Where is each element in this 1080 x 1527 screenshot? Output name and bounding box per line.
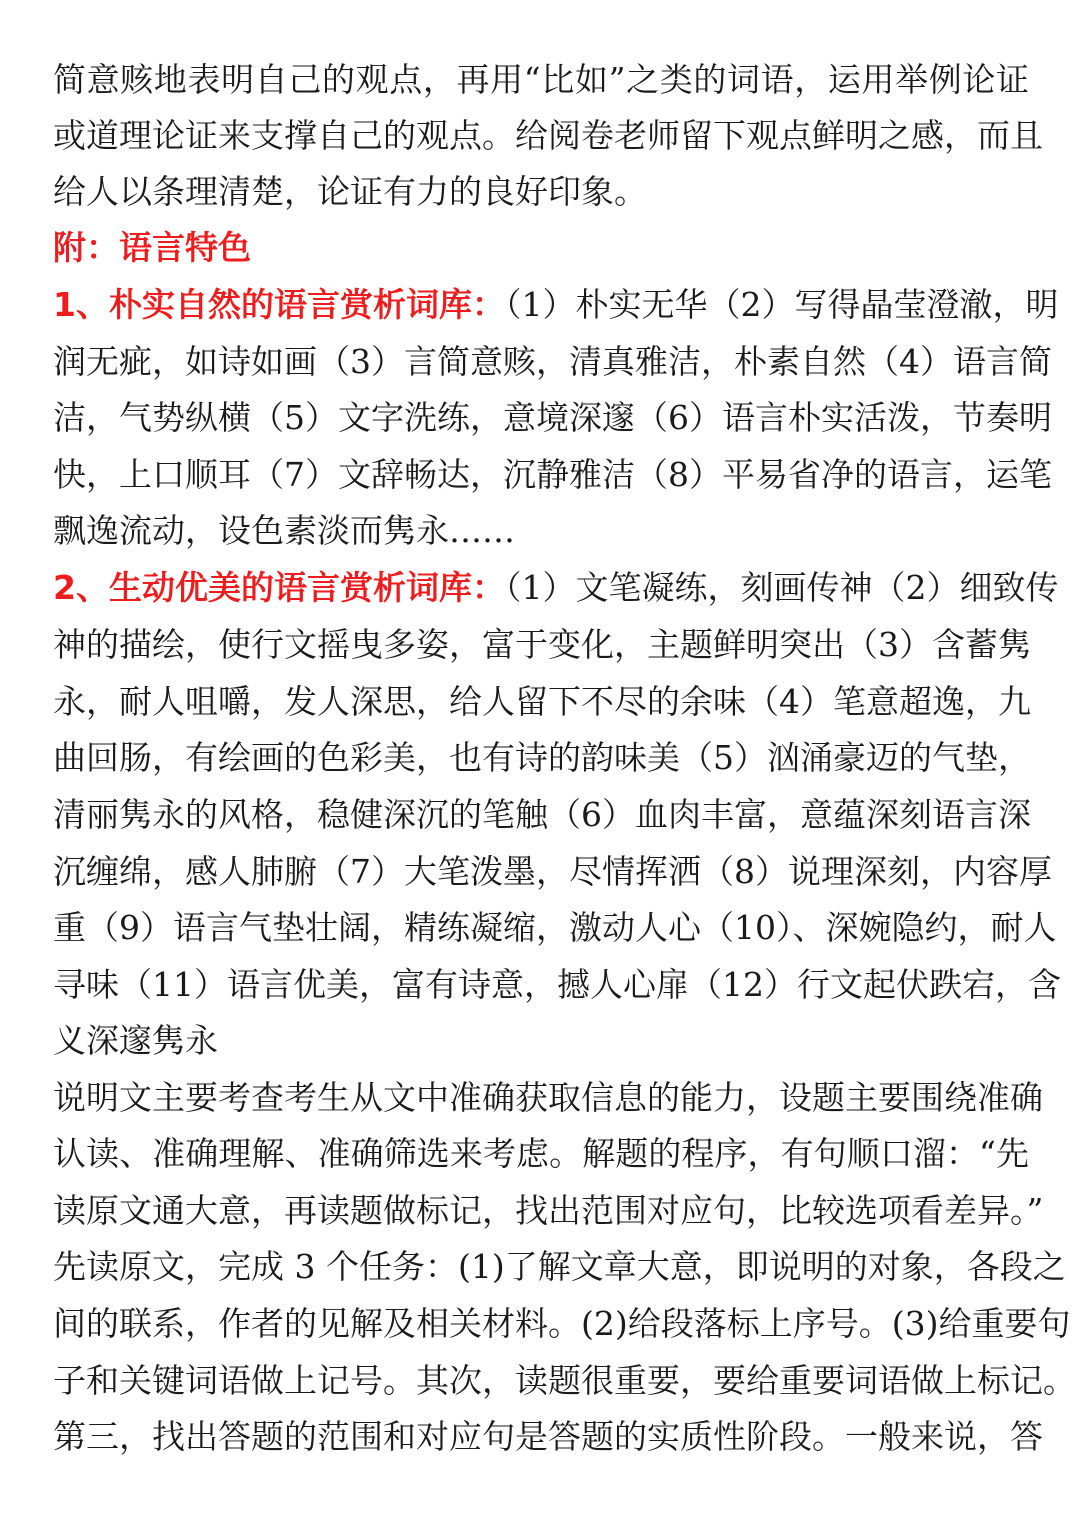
- subheading-vivid-language: 2、生动优美的语言赏析词库：: [53, 568, 505, 607]
- text-line: 简意赅地表明自己的观点，再用“比如”之类的词语，运用举例论证: [53, 60, 1029, 99]
- text-line: 曲回肠，有绘画的色彩美，也有诗的韵味美（5）汹涌豪迈的气垫，: [53, 738, 1031, 777]
- text-line: 清丽隽永的风格，稳健深沉的笔触（6）血肉丰富，意蕴深刻语言深: [53, 795, 1031, 834]
- text-line: 沉缠绵，感人肺腑（7）大笔泼墨，尽情挥洒（8）说理深刻，内容厚: [53, 852, 1052, 891]
- text-line: 给人以条理清楚，论证有力的良好印象。: [53, 172, 647, 211]
- text-line: 子和关键词语做上记号。其次，读题很重要，要给重要词语做上标记。: [53, 1361, 1076, 1400]
- subheading-line: 1、朴实自然的语言赏析词库：（1）朴实无华（2）写得晶莹澄澈，明: [53, 285, 1059, 324]
- subheading-line: 2、生动优美的语言赏析词库：（1）文笔凝练，刻画传神（2）细致传: [53, 568, 1059, 607]
- text-line: 认读、准确理解、准确筛选来考虑。解题的程序，有句顺口溜：“先: [53, 1134, 1029, 1173]
- text-line: 说明文主要考查考生从文中准确获取信息的能力，设题主要围绕准确: [53, 1078, 1043, 1117]
- text-line: 间的联系，作者的见解及相关材料。(2)给段落标上序号。(3)给重要句: [53, 1304, 1071, 1343]
- text-line: 寻味（11）语言优美，富有诗意，撼人心扉（12）行文起伏跌宕，含: [53, 965, 1061, 1004]
- text-line: 第三，找出答题的范围和对应句是答题的实质性阶段。一般来说，答: [53, 1417, 1043, 1456]
- text-line: 义深邃隽永: [53, 1021, 218, 1060]
- text-line: 或道理论证来支撑自己的观点。给阅卷老师留下观点鲜明之感，而且: [53, 116, 1043, 155]
- section-heading: 附：语言特色: [53, 228, 251, 267]
- text-line: 神的描绘，使行文摇曳多姿，富于变化，主题鲜明突出（3）含蓄隽: [53, 625, 1031, 664]
- text-line: 洁，气势纵横（5）文字洗练，意境深邃（6）语言朴实活泼，节奏明: [53, 398, 1052, 437]
- text-line: 先读原文，完成 3 个任务：(1)了解文章大意，即说明的对象，各段之: [53, 1247, 1066, 1286]
- text-line: 飘逸流动，设色素淡而隽永……: [53, 511, 515, 550]
- text-line: 重（9）语言气垫壮阔，精练凝缩，激动人心（10）、深婉隐约，耐人: [53, 908, 1057, 947]
- subheading-plain-language: 1、朴实自然的语言赏析词库：: [53, 285, 505, 324]
- text-line: 永，耐人咀嚼，发人深思，给人留下不尽的余味（4）笔意超逸，九: [53, 682, 1031, 721]
- text-line: 润无疵，如诗如画（3）言简意赅，清真雅洁，朴素自然（4）语言简: [53, 342, 1052, 381]
- text-line: 快，上口顺耳（7）文辞畅达，沉静雅洁（8）平易省净的语言，运笔: [53, 455, 1052, 494]
- text-line: 读原文通大意，再读题做标记，找出范围对应句，比较选项看差异。”: [53, 1191, 1044, 1230]
